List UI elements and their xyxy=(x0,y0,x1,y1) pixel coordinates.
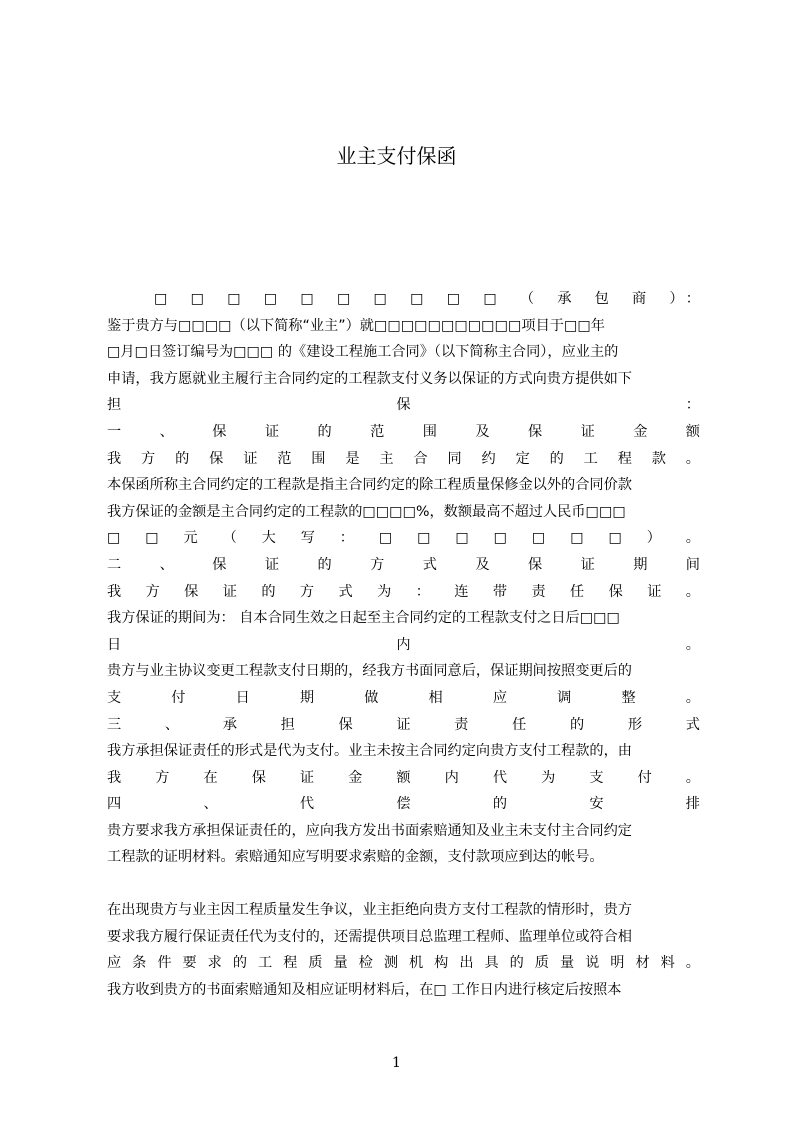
body-line: □ □ 元 （ 大 写 ： □ □ □ □ □ □ □ ） 。 xyxy=(107,530,700,547)
body-line: 我方收到贵方的书面索赔通知及相应证明材料后，在□ 工作日内进行核定后按照本 xyxy=(107,981,622,998)
body-line: 贵方要求我方承担保证责任的，应向我方发出书面索赔通知及业主未支付主合同约定 xyxy=(107,822,632,839)
body-line: □月□日签订编号为□□□ 的《建设工程施工合同》（以下简称主合同），应业主的 xyxy=(107,344,619,361)
body-line: 我方保证的金额是主合同约定的工程款的□□□□%，数额最高不超过人民币□□□ xyxy=(107,503,626,520)
body-line: 我 方 保 证 的 方 式 为 ： 连 带 责 任 保 证 。 xyxy=(107,583,700,600)
body-line: 日 内 。 xyxy=(107,636,700,653)
body-line: 我 方 的 保 证 范 围 是 主 合 同 约 定 的 工 程 款 。 xyxy=(107,450,700,467)
body-line: 我方保证的期间为： 自本合同生效之日起至主合同约定的工程款支付之日后□□□ xyxy=(107,610,620,627)
body-line: 要求我方履行保证责任代为支付的，还需提供项目总监理工程师、监理单位或符合相 xyxy=(107,928,632,945)
body-line: 担 保 ： xyxy=(107,397,700,414)
body-line: 一 、 保 证 的 范 围 及 保 证 金 额 xyxy=(107,423,700,440)
body-line: 四 、 代 偿 的 安 排 xyxy=(107,796,700,813)
body-line: 鉴于贵方与□□□□（以下简称“业主”）就□□□□□□□□□□□项目于□□年 xyxy=(107,317,605,334)
body-line: 支 付 日 期 做 相 应 调 整 。 xyxy=(107,689,700,706)
body-line: 应 条 件 要 求 的 工 程 质 量 检 测 机 构 出 具 的 质 量 说 明 材 料 。 xyxy=(107,955,700,972)
blank-line xyxy=(107,871,700,897)
body-line: 三 、 承 担 保 证 责 任 的 形 式 xyxy=(107,716,700,733)
body-line: 我 方 在 保 证 金 额 内 代 为 支 付 。 xyxy=(107,769,700,786)
body-line: 在出现贵方与业主因工程质量发生争议，业主拒绝向贵方支付工程款的情形时，贵方 xyxy=(107,902,632,919)
body-line: □ □ □ □ □ □ □ □ □ □ （ 承 包 商 ）： xyxy=(107,291,700,307)
body-line: 本保函所称主合同约定的工程款是指主合同约定的除工程质量保修金以外的合同价款 xyxy=(107,477,632,494)
body-line: 工程款的证明材料。索赔通知应写明要求索赔的金额，支付款项应到达的帐号。 xyxy=(107,849,604,866)
page-number: 1 xyxy=(392,1055,401,1071)
body-line: 申请，我方愿就业主履行主合同约定的工程款支付义务以保证的方式向贵方提供如下 xyxy=(107,370,632,387)
document-body xyxy=(107,286,700,1003)
document-title: 业主支付保函 xyxy=(336,144,457,168)
body-line: 贵方与业主协议变更工程款支付日期的，经我方书面同意后，保证期间按照变更后的 xyxy=(107,663,632,680)
body-line: 二 、 保 证 的 方 式 及 保 证 期 间 xyxy=(107,556,700,573)
body-line: 我方承担保证责任的形式是代为支付。业主未按主合同约定向贵方支付工程款的，由 xyxy=(107,743,632,760)
